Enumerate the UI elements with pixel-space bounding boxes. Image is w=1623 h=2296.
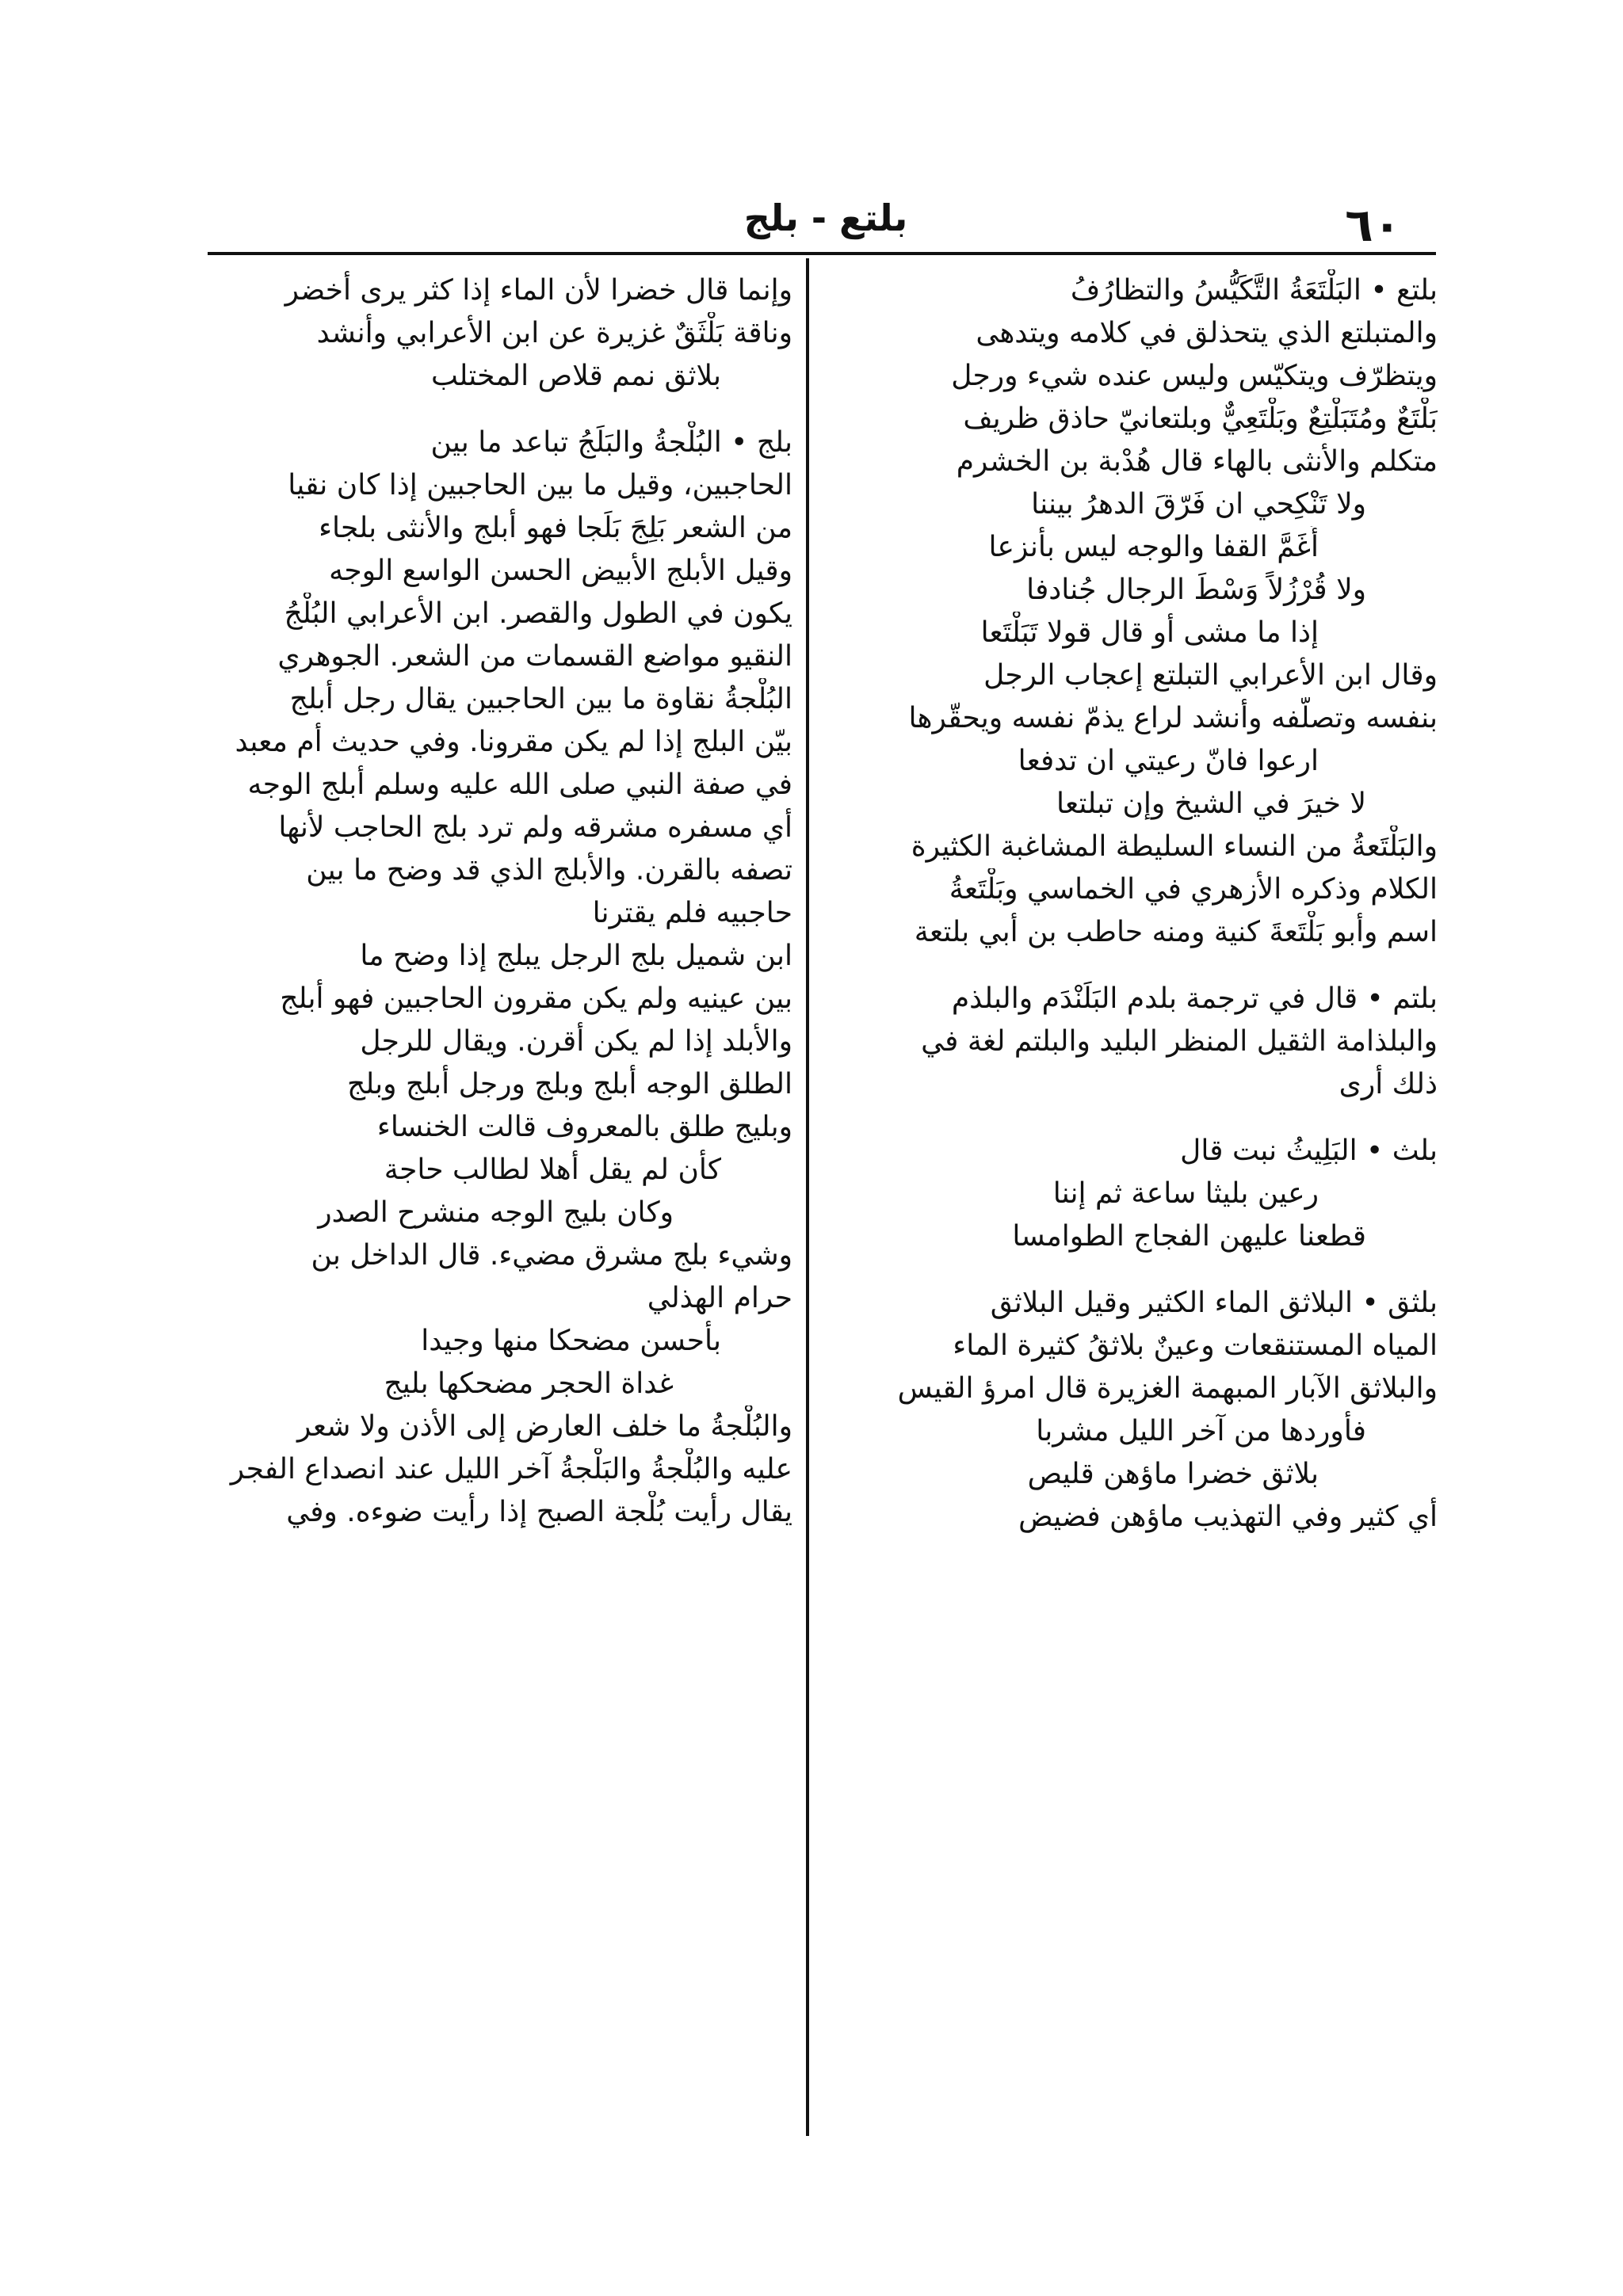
- text-line: وناقة بَلْثَقٌ غزيرة عن ابن الأعرابي وأنشد: [316, 317, 792, 349]
- column-divider: [806, 258, 809, 2136]
- verse-line: بلاثق خضرا ماؤهن قليص: [1027, 1458, 1319, 1490]
- verse-line: بلاثق نمم قلاص المختلب: [430, 360, 721, 392]
- text-line: أي كثير وفي التهذيب ماؤهن فضيض: [1018, 1501, 1438, 1533]
- text-line: بَلْتَعٌ ومُتَبَلْتِعٌ وبَلْتَعِيٌّ وبلتعانيّ حاذق ظريف: [963, 402, 1438, 435]
- verse-line: ولا تَنْكِحي ان فَرّقَ الدهرُ بيننا: [1031, 488, 1366, 521]
- entry-headword-line: بلث • البَلِيثُ نبت قال: [1180, 1135, 1438, 1167]
- verse-line: لا خيرَ في الشيخ وإن تبلتعا: [1056, 788, 1366, 820]
- text-line: الكلام وذكره الأزهري في الخماسي وبَلْتَعةُ: [949, 873, 1438, 906]
- text-line: أي مسفره مشرقه ولم ترد بلج الحاجب لأنها: [278, 811, 792, 844]
- text-line: البُلْجةُ نقاوة ما بين الحاجبين يقال رجل أبلج: [289, 683, 792, 715]
- text-line: ابن شميل بلج الرجل يبلج إذا وضح ما: [360, 940, 792, 972]
- entry-headword-line: بلتع • البَلْتَعَةُ التَّكَيُّسُ والتظارُفُ: [1070, 274, 1438, 307]
- entry-separator: [190, 398, 792, 421]
- right-column: [827, 269, 1438, 1539]
- text-line: الحاجبين، وقيل ما بين الحاجبين إذا كان نقيا: [288, 469, 792, 502]
- text-line: النقيو مواضع القسمات من الشعر. الجوهري: [277, 640, 792, 673]
- text-line: تصفه بالقرن. والأبلج الذي قد وضح ما بين: [306, 854, 792, 887]
- text-line: يقال رأيت بُلْجة الصبح إذا رأيت ضوءه. وفي: [286, 1496, 792, 1528]
- text-line: بيّن البلج إذا لم يكن مقرونا. وفي حديث أم معبد: [235, 726, 792, 758]
- text-line: الطلق الوجه أبلج وبلج ورجل أبلج وبلج: [347, 1068, 792, 1100]
- verse-line: أَغَمَّ القفا والوجه ليس بأنزعا: [988, 531, 1319, 563]
- entry-separator: [827, 1106, 1438, 1130]
- text-line: من الشعر بَلِجَ بَلَجا فهو أبلج والأنثى بلجاء: [319, 512, 792, 544]
- text-line: وبليج طلق بالمعروف قالت الخنساء: [376, 1111, 792, 1143]
- entry-headword-line: بلج • البُلْجةُ والبَلَجُ تباعد ما بين: [430, 426, 792, 459]
- text-line: متكلم والأنثى بالهاء قال هُدْبة بن الخشرم: [956, 445, 1438, 478]
- verse-line: قطعنا عليهن الفجاج الطوامسا: [1012, 1220, 1366, 1253]
- text-line: بين عينيه ولم يكن مقرون الحاجبين فهو أبلج: [280, 982, 792, 1015]
- verse-line: إذا ما مشى أو قال قولا تَبَلْتَعا: [980, 616, 1319, 649]
- text-line: وقال ابن الأعرابي التبلتع إعجاب الرجل: [983, 659, 1438, 692]
- text-line: عليه والبُلْجةُ والبَلْجةُ آخر الليل عند انصداع الفجر: [230, 1453, 792, 1486]
- text-line: والبلاثق الآبار المبهمة الغزيرة قال امرؤ القيس: [897, 1372, 1438, 1405]
- text-line: والبُلْجةُ ما خلف العارض إلى الأذن ولا شعر: [297, 1410, 792, 1443]
- header-rule: [208, 252, 1436, 255]
- text-line: يكون في الطول والقصر. ابن الأعرابي البُلْجُ: [284, 597, 792, 630]
- text-line: والبَلْتَعةُ من النساء السليطة المشاغبة الكثيرة: [911, 830, 1438, 863]
- running-head: بلتع - بلج: [743, 196, 908, 239]
- text-line: في صفة النبي صلى الله عليه وسلم أبلج الوجه: [247, 769, 792, 801]
- text-line: حاجبيه فلم يقترنا: [592, 897, 792, 929]
- verse-line: فأوردها من آخر الليل مشربا: [1036, 1415, 1366, 1447]
- verse-line: ارعوا فانّ رعيتي ان تدفعا: [1018, 745, 1319, 777]
- entry-separator: [827, 1258, 1438, 1282]
- entry-separator: [827, 954, 1438, 978]
- text-line: بنفسه وتصلّفه وأنشد لراع يذمّ نفسه ويحقّرها: [908, 702, 1438, 734]
- verse-line: كأن لم يقل أهلا لطالب حاجة: [384, 1154, 721, 1186]
- entry-headword-line: بلتم • قال في ترجمة بلدم البَلَنْدَم والبلذم: [951, 982, 1438, 1015]
- left-column: [190, 269, 792, 1534]
- text-line: ذلك أرى: [1338, 1068, 1438, 1100]
- page-header: [208, 184, 1428, 252]
- text-line: والمتبلتع الذي يتحذلق في كلامه ويتدهى: [976, 317, 1438, 349]
- entry-headword-line: بلثق • البلاثق الماء الكثير وقيل البلاثق: [990, 1287, 1438, 1319]
- verse-line: غداة الحجر مضحكها بليج: [384, 1367, 674, 1400]
- text-line: وقيل الأبلج الأبيض الحسن الواسع الوجه: [329, 555, 792, 587]
- text-line: وشيء بلج مشرق مضيء. قال الداخل بن: [311, 1239, 792, 1272]
- text-line: والبلذامة الثقيل المنظر البليد والبلتم لغة في: [921, 1025, 1438, 1058]
- verse-line: بأحسن مضحكا منها وجيدا: [421, 1325, 721, 1357]
- verse-line: رعين بليثا ساعة ثم إننا: [1052, 1177, 1319, 1210]
- verse-line: ولا قُرْزُلاً وَسْطَ الرجال جُنادفا: [1026, 574, 1366, 606]
- text-line: والأبلد إذا لم يكن أقرن. ويقال للرجل: [360, 1025, 792, 1058]
- verse-line: وكان بليج الوجه منشرح الصدر: [318, 1196, 674, 1229]
- text-line: حرام الهذلي: [647, 1282, 792, 1314]
- text-line: اسم وأبو بَلْتَعةَ كنية ومنه حاطب بن أبي بلتعة: [914, 916, 1438, 948]
- text-line: وإنما قال خضرا لأن الماء إذا كثر يرى أخضر: [285, 274, 792, 307]
- page-number: ٦٠: [1345, 198, 1401, 252]
- text-line: ويتظرّف ويتكيّس وليس عنده شيء ورجل: [951, 360, 1438, 392]
- text-line: المياه المستنقعات وعينٌ بلاثقُ كثيرة الماء: [953, 1329, 1438, 1362]
